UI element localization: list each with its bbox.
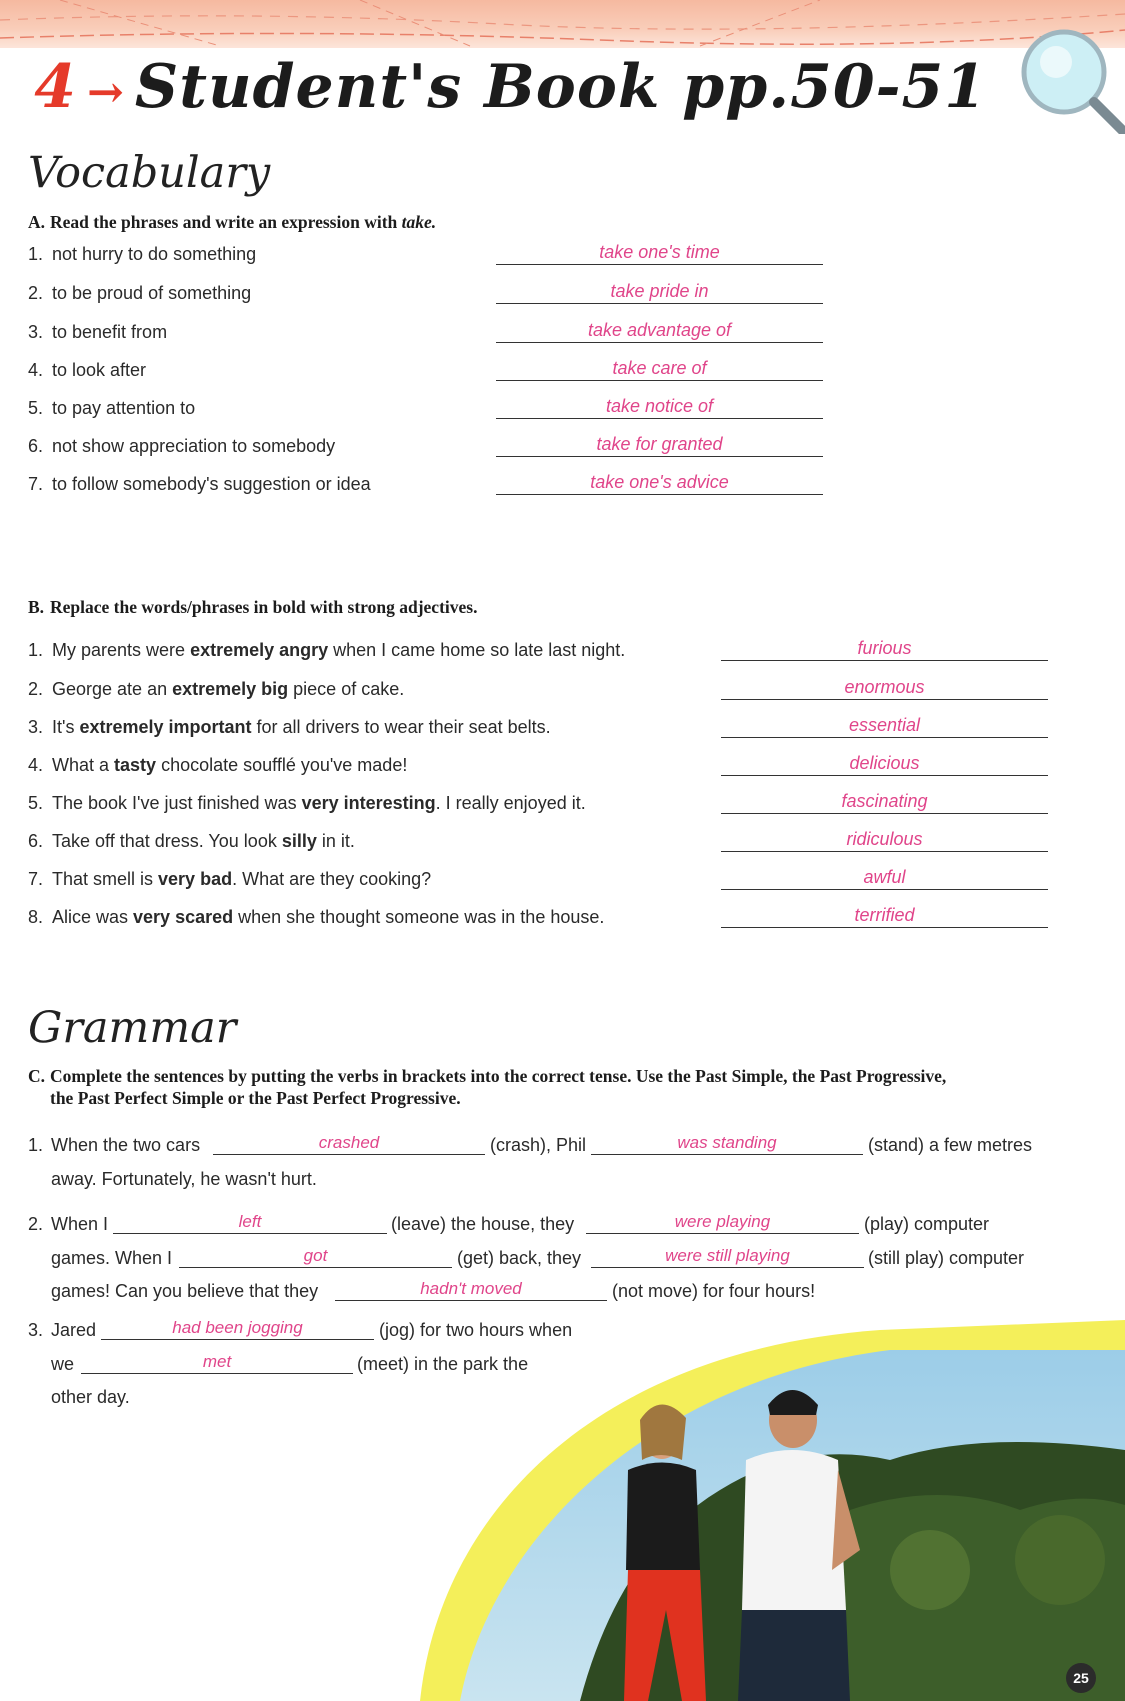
- answer-blank[interactable]: was standing: [591, 1134, 863, 1155]
- answer-blank[interactable]: left: [113, 1213, 387, 1234]
- bold-phrase: extremely important: [79, 717, 252, 737]
- bold-phrase: extremely big: [172, 679, 289, 699]
- phrase-text: not hurry to do something: [52, 244, 257, 264]
- instruction-c-line2: the Past Perfect Simple or the Past Perfect Progressive.: [50, 1088, 461, 1108]
- exercise-b-item: [28, 755, 407, 776]
- item-number: 3.: [28, 322, 44, 342]
- question-number: 1.: [28, 1135, 44, 1155]
- sentence-text: (get) back, they: [457, 1248, 582, 1268]
- instruction-c: C. Complete the sentences by putting the verbs in brackets into the correct tense. Use the Past Simple, the Past Progressive,: [28, 1066, 947, 1086]
- unit-number: 4: [34, 52, 78, 122]
- sentence-text: (leave) the house, they: [391, 1214, 575, 1234]
- item-number: 7.: [28, 474, 44, 494]
- sentence-text: (stand) a few metres: [868, 1135, 1033, 1155]
- answer-blank[interactable]: take advantage of: [496, 320, 823, 343]
- item-number: 6.: [28, 436, 44, 456]
- exercise-b-item: [28, 640, 625, 661]
- sentence-text: Jared: [51, 1320, 97, 1340]
- bold-phrase: very interesting: [301, 793, 436, 813]
- phrase-text: to pay attention to: [52, 398, 196, 418]
- sentence-text: It's: [52, 717, 80, 737]
- answer-blank[interactable]: furious: [721, 638, 1048, 661]
- sentence-text: when I came home so late last night.: [328, 640, 626, 660]
- sentence-text: we: [51, 1354, 75, 1374]
- exercise-b-item: [28, 793, 586, 814]
- sentence-text: chocolate soufflé you've made!: [156, 755, 408, 775]
- item-number: 2.: [28, 679, 44, 699]
- answer-blank[interactable]: fascinating: [721, 791, 1048, 814]
- sentence-text: That smell is: [52, 869, 159, 889]
- joggers-photo: [420, 1310, 1125, 1701]
- arrow-right-icon: →: [87, 67, 125, 118]
- exercise-a-item: [28, 360, 146, 381]
- phrase-text: to benefit from: [52, 322, 168, 342]
- item-number: 5.: [28, 398, 44, 418]
- item-number: 8.: [28, 907, 44, 927]
- top-banner: [0, 0, 1125, 48]
- sentence-text: games! Can you believe that they: [51, 1281, 319, 1301]
- item-number: 3.: [28, 717, 44, 737]
- answer-blank[interactable]: hadn't moved: [335, 1280, 607, 1301]
- exercise-b-item: [28, 717, 551, 738]
- phrase-text: to follow somebody's suggestion or idea: [52, 474, 371, 494]
- sentence-text: Take off that dress. You look: [52, 831, 282, 851]
- answer-blank[interactable]: crashed: [213, 1134, 485, 1155]
- item-number: 1.: [28, 640, 44, 660]
- answer-blank[interactable]: had been jogging: [101, 1319, 374, 1340]
- sentence-text: Alice was: [52, 907, 134, 927]
- exercise-a-item: [28, 283, 251, 304]
- banner-decoration: [0, 0, 1125, 48]
- answer-blank[interactable]: take care of: [496, 358, 823, 381]
- answer-blank[interactable]: were playing: [586, 1213, 859, 1234]
- grammar-heading: Grammar: [28, 1003, 237, 1053]
- exercise-a-item: [28, 244, 256, 265]
- page-number: 25: [1066, 1663, 1096, 1693]
- answer-blank[interactable]: met: [81, 1353, 353, 1374]
- sentence-text: (meet) in the park the: [357, 1354, 529, 1374]
- sentence-text: (still play) computer: [868, 1248, 1025, 1268]
- sentence-text: other day.: [51, 1387, 130, 1407]
- answer-blank[interactable]: take notice of: [496, 396, 823, 419]
- page-title: [34, 52, 987, 122]
- sentence-text: (crash), Phil: [490, 1135, 587, 1155]
- instruction-a: A. Read the phrases and write an expression with take.: [28, 212, 437, 232]
- phrase-text: to be proud of something: [52, 283, 252, 303]
- exercise-b-item: [28, 869, 431, 890]
- exercise-b-item: [28, 679, 404, 700]
- book-reference: Student's Book pp.50-51: [134, 52, 987, 122]
- sentence-text: . What are they cooking?: [232, 869, 432, 889]
- sentence-text: games. When I: [51, 1248, 173, 1268]
- phrase-text: not show appreciation to somebody: [52, 436, 336, 456]
- bold-phrase: very bad: [158, 869, 233, 889]
- sentence-text: George ate an: [52, 679, 173, 699]
- exercise-a-item: [28, 322, 167, 343]
- magnifier-icon: [1016, 24, 1125, 134]
- exercise-b-item: [28, 831, 355, 852]
- sentence-text: when she thought someone was in the house.: [233, 907, 605, 927]
- sentence-text: in it.: [316, 831, 355, 851]
- item-number: 1.: [28, 244, 44, 264]
- sentence-text: What a: [52, 755, 115, 775]
- item-number: 7.: [28, 869, 44, 889]
- bold-phrase: very scared: [133, 907, 234, 927]
- sentence-text: . I really enjoyed it.: [435, 793, 586, 813]
- bold-phrase: tasty: [114, 755, 157, 775]
- bold-phrase: silly: [281, 831, 317, 851]
- answer-blank[interactable]: awful: [721, 867, 1048, 890]
- answer-blank[interactable]: take one's advice: [496, 472, 823, 495]
- sentence-text: When the two cars: [51, 1135, 201, 1155]
- sentence-text: piece of cake.: [288, 679, 405, 699]
- sentence-text: (not move) for four hours!: [612, 1281, 816, 1301]
- answer-blank[interactable]: take one's time: [496, 242, 823, 265]
- answer-blank[interactable]: terrified: [721, 905, 1048, 928]
- answer-blank[interactable]: essential: [721, 715, 1048, 738]
- item-number: 2.: [28, 283, 44, 303]
- item-number: 5.: [28, 793, 44, 813]
- answer-blank[interactable]: take pride in: [496, 281, 823, 304]
- answer-blank[interactable]: were still playing: [591, 1247, 864, 1268]
- item-number: 6.: [28, 831, 44, 851]
- answer-blank[interactable]: delicious: [721, 753, 1048, 776]
- item-number: 4.: [28, 755, 44, 775]
- exercise-a-item: [28, 436, 335, 457]
- sentence-text: (jog) for two hours when: [379, 1320, 573, 1340]
- exercise-b-item: [28, 907, 604, 928]
- question-number: 3.: [28, 1320, 44, 1340]
- sentence-text: When I: [51, 1214, 109, 1234]
- item-number: 4.: [28, 360, 44, 380]
- answer-blank[interactable]: take for granted: [496, 434, 823, 457]
- vocabulary-heading: Vocabulary: [28, 148, 271, 198]
- sentence-text: for all drivers to wear their seat belts.: [251, 717, 551, 737]
- phrase-text: to look after: [52, 360, 147, 380]
- exercise-a-item: [28, 398, 195, 419]
- exercise-a-item: [28, 474, 371, 495]
- answer-blank[interactable]: enormous: [721, 677, 1048, 700]
- answer-blank[interactable]: got: [179, 1247, 452, 1268]
- question-number: 2.: [28, 1214, 44, 1234]
- sentence-text: away. Fortunately, he wasn't hurt.: [51, 1169, 317, 1189]
- sentence-text: (play) computer: [864, 1214, 990, 1234]
- sentence-text: The book I've just finished was: [52, 793, 302, 813]
- answer-blank[interactable]: ridiculous: [721, 829, 1048, 852]
- bold-phrase: extremely angry: [190, 640, 329, 660]
- instruction-b: B. Replace the words/phrases in bold with strong adjectives.: [28, 597, 478, 617]
- sentence-text: My parents were: [52, 640, 191, 660]
